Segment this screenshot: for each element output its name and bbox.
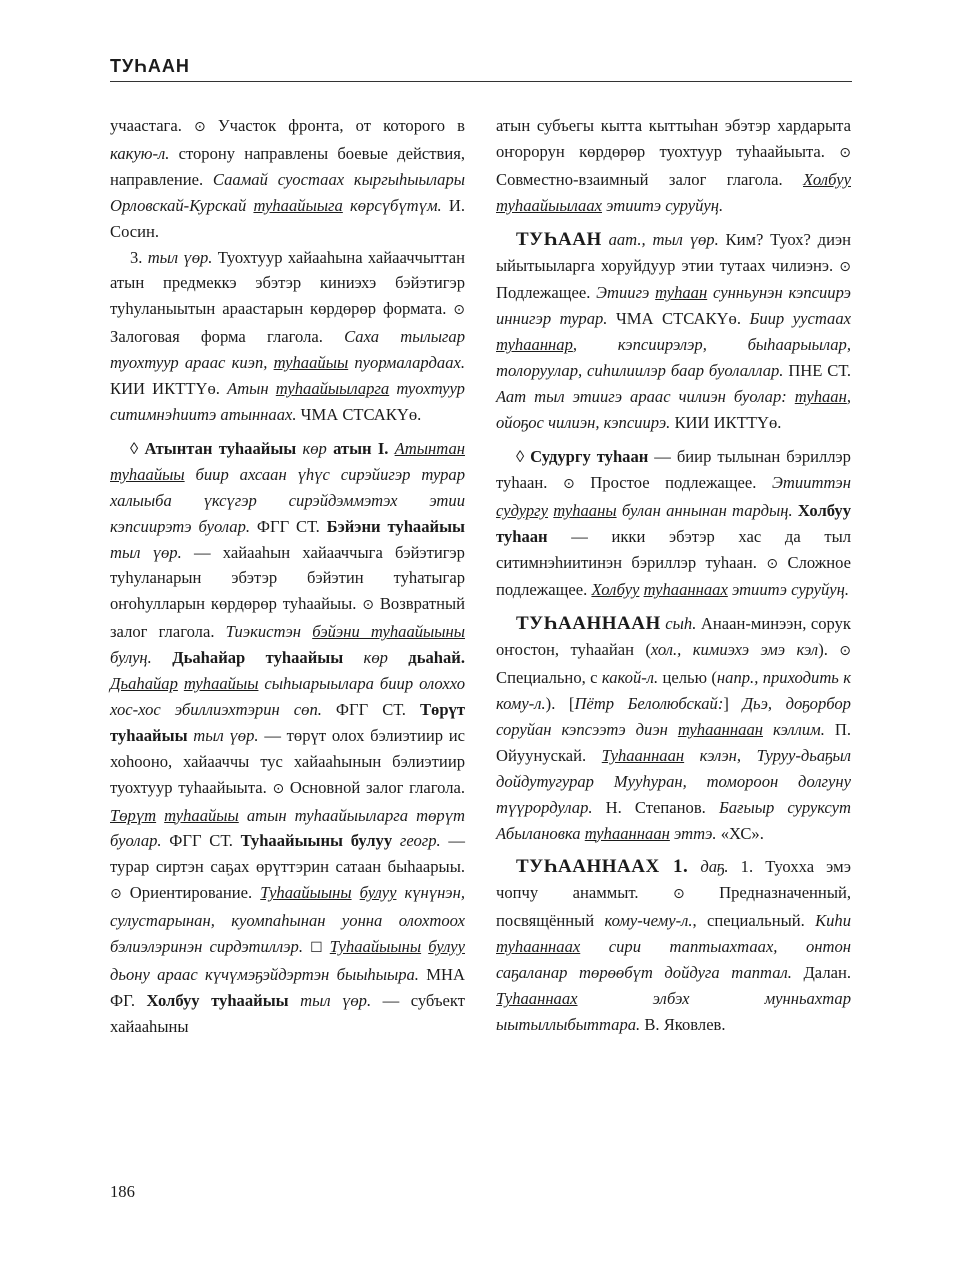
headword: ТУҺААННААН [516,613,661,635]
circle-dot-icon: ⊙ [839,643,852,660]
paragraph: учаастага. ⊙ Участок фронта, от которого в какую-л. сторону направлены боевые действия, направление. Саамай суостаах кыргыһыылары Орловскай-Курскай туһаайыыга көрсүбүтүм. И. Сосин. [110,116,466,241]
circle-dot-icon: ⊙ [839,258,851,275]
header-title: ТУҺААН [110,56,190,76]
headword: ТУҺААННААХ 1. [516,856,689,878]
paragraph: ◊ Атынтан туһаайыы көр атын I. Атынтан туһаайыы биир ахсаан үһүс сирэйигэр турар халыыба үксүгэр сирэйдэммэтэх этии кэпсиирэтэ буолар. ФГГ СТ. Бэйэни туһаайыы тыл үөр. — хайааһын хайааччыга бэйэтигэр туһуланарын эбэтэр бэйэтин туһатыгар оҥоһулларын көрдөрөр туһаайыы. ⊙ Возвратный залог глагола. Тиэкистэн бэйэни туһаайыыны булуң. Дьаһайар туһаайыы көр дьаһай. Дьаһайар туһаайыы сыһыарыылара биир олоххо хос-хос эбиллиэхтэрин сөп. ФГГ СТ. Төрүт туһаайыы тыл үөр. — төрүт олох бэлиэтиир ис хоһооно, хайааччы тус хайааһынын бэлиэтиир туохтуур туһаайыыта. ⊙ Основной залог глагола. Төрүт туһаайыы атын туһаайыыларга төрүт буолар. ФГГ СТ. Туһаайыыны булуу геогр. — турар сиртэн саҕах өрүттэрин сатаан быһаарыы. ⊙ Ориентирование. Туһаайыыны булуу күнүнэн, сулустарынан, куомпаһынан уонна олохтоох бэлиэлэринэн сирдэтиллэр. ☐ Туһаайыыны булуу дьону араас күчүмэҕэйдэртэн быыһыыра. МНА ФГ. Холбуу туһаайыы тыл үөр. — субъект хайааһыны [110,438,466,1036]
paragraph: ◊ Судургу туһаан — биир тылынан бэриллэр туһаан. ⊙ Простое подлежащее. Этииттэн судургу туһааны булан аннынан тардың. Холбуу туһаан — икки эбэтэр хас да тыл ситимнэһиитинэн бэриллэр туһаан. ⊙ Сложное подлежащее. Холбуу туһааннаах этиитэ суруйуң. [496,446,852,600]
circle-dot-icon: ⊙ [362,597,375,614]
circle-dot-icon: ⊙ [272,780,285,797]
paragraph: 3. тыл үөр. Туохтуур хайааһына хайааччыттан атын предмеккэ эбэтэр киниэхэ бэйэтигэр туһуланыытын араастарын көрдөрөр формата. ⊙ Залоговая форма глагола. Саха тылыгар туохтуур араас киэп, туһаайыы пуормалардаах. КИИ ИКТТҮө. Атын туһаайыыларга туохтуур ситимнэһиитэ атыннаах. ЧМА СТСАКҮө. [110,247,466,424]
dictionary-entry: ТУҺААННААН сыһ. Анаан-минээн, сорук оҥостон, туһаайан (хол., кимиэхэ эмэ кэл). ⊙ Специально, с какой-л. целью (напр., приходить к кому-л.). [Пётр Белолюбскай:] Дьэ, доҕорбор соруйан кэпсээтэ диэн туһааннаан кэллим. П. Ойуунускай. Туһааннаан кэлэн, Туруу-дьаҕыл дойдутугурар Мууһуран, томороон долгуну түүрордулар. Н. Степанов. Бағыыр суруксут Абылановка туһааннаан эттэ. «ХС». [496,613,852,843]
circle-dot-icon: ⊙ [194,119,206,135]
running-header [110,55,852,82]
right-column [496,113,851,1038]
page-number: 186 [110,1182,135,1201]
circle-dot-icon: ⊙ [839,144,851,161]
circle-dot-icon: ⊙ [562,475,575,492]
circle-dot-icon: ⊙ [110,886,122,903]
dictionary-entry: ТУҺААН аат., тыл үөр. Ким? Туох? диэн ыйытыыларга хоруйдуур этии тутаах чилиэнэ. ⊙ Подлежащее. Этиигэ туһаан сунньунэн кэпсиирэ иннигэр турар. ЧМА СТСАКҮө. Биир уустаах туһааннар, кэпсиирэлэр, быһаарыылар, толоруулар, сиһилиилэр баар буолаллар. ПНЕ СТ. Аат тыл этиигэ араас чилиэн буолар: туһаан, ойоҕос чилиэн, кэпсиирэ. КИИ ИКТТҮө. [496,228,851,432]
circle-dot-icon: ⊙ [453,302,465,319]
circle-dot-icon: ⊙ [672,886,685,903]
square-icon: ☐ [310,940,323,957]
dictionary-entry: ТУҺААННААХ 1. даҕ. 1. Туохха эмэ чопчу анаммыт. ⊙ Предназначенный, посвящённый кому-чему-л., специальный. Киһи туһааннаах сири таптыахтаах, онтон саҕаланар төрөөбүт дойдуга таптал. Далан. Туһааннаах элбэх мунньахтар ыытыллыбыттара. В. Яковлев. [496,856,851,1034]
paragraph: атын субъегы кытта кыттыһан эбэтэр хардарыта оҥорорун көрдөрөр туохтуур туһаайыыта. ⊙ Совместно-взаимный залог глагола. Холбуу туһаайыылаах этиитэ суруйуң. [496,116,851,215]
headword: ТУҺААН [516,228,602,250]
left-column [110,113,465,1040]
circle-dot-icon: ⊙ [766,555,779,572]
